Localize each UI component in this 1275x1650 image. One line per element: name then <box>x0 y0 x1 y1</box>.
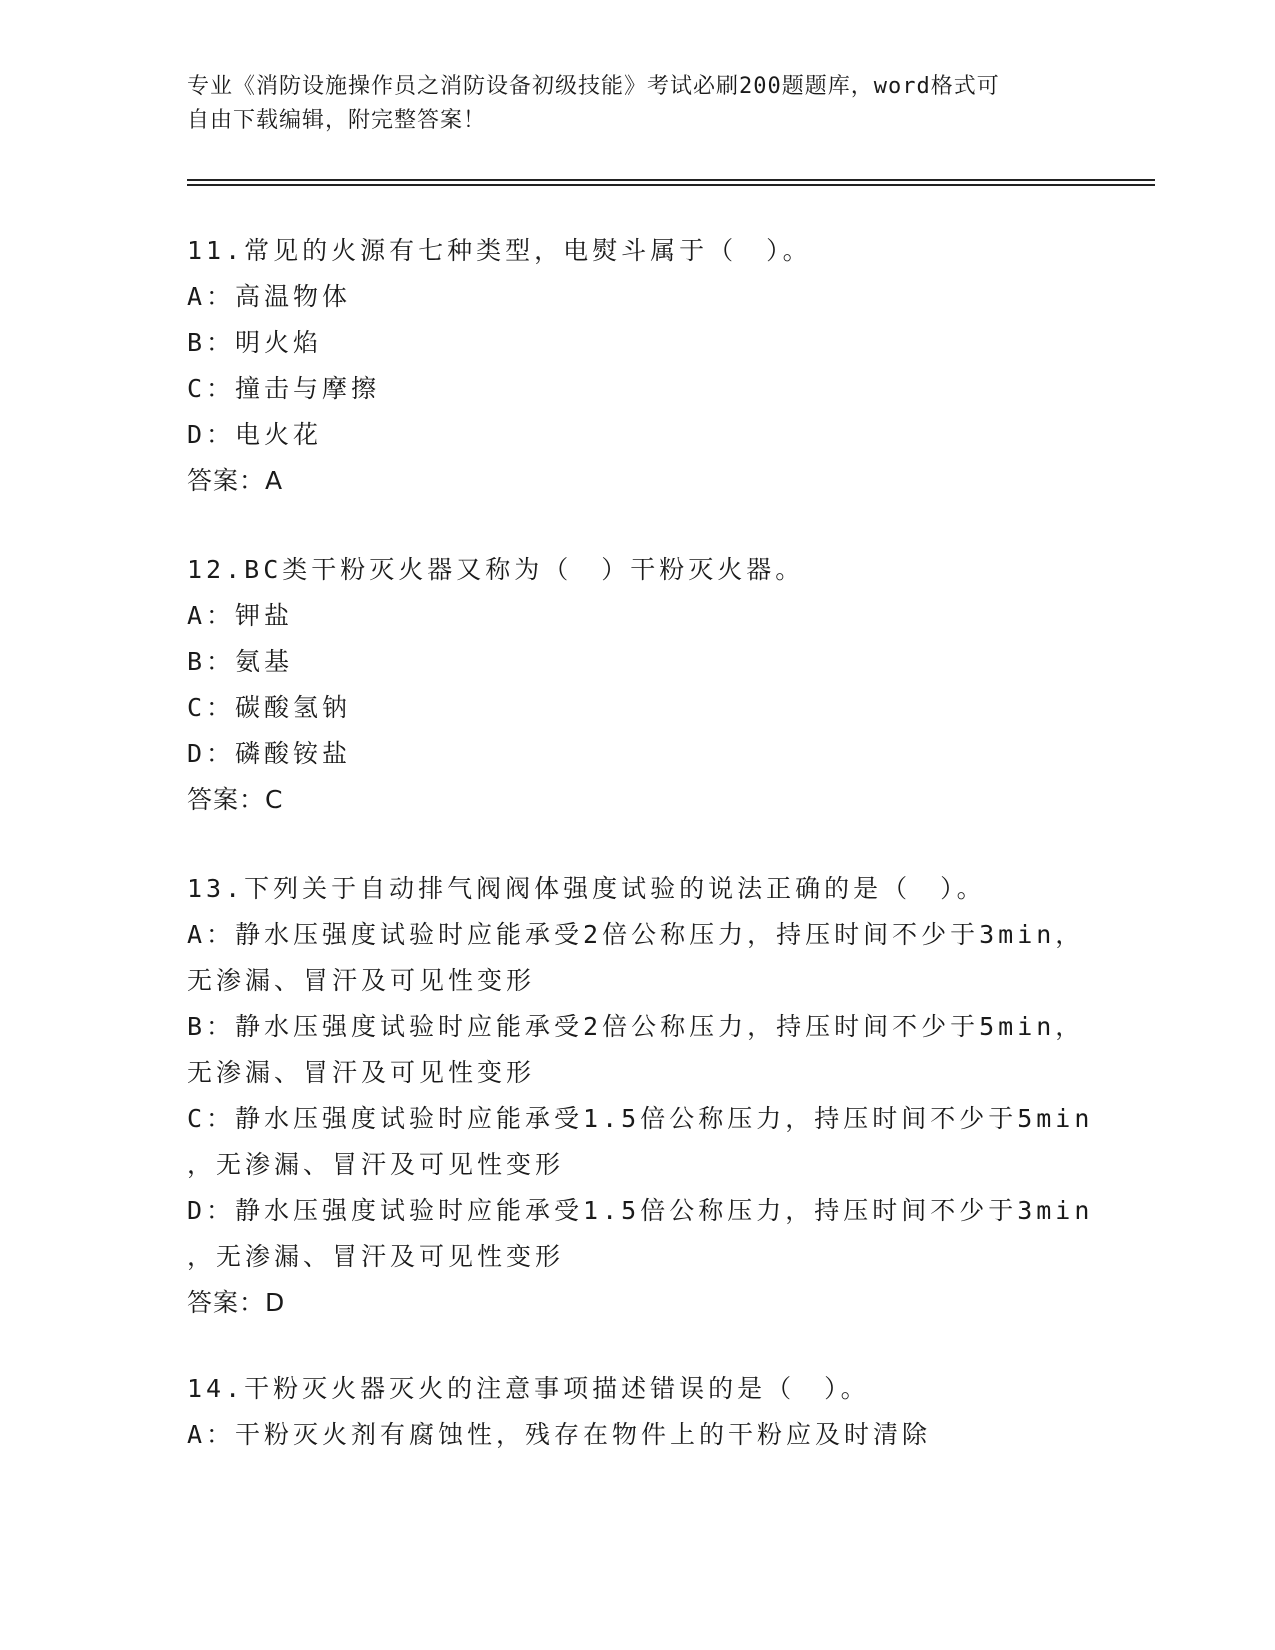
question-stem: 13.下列关于自动排气阀阀体强度试验的说法正确的是（ ）。 <box>187 874 986 903</box>
answer: 答案：C <box>187 785 284 814</box>
option-a: A：干粉灭火剂有腐蚀性，残存在物件上的干粉应及时清除 <box>187 1420 932 1449</box>
option-b: B：氨基 <box>187 647 294 676</box>
option-b-line-1: B：静水压强度试验时应能承受2倍公称压力，持压时间不少于5min， <box>187 1012 1085 1041</box>
question-stem: 11.常见的火源有七种类型，电熨斗属于（ ）。 <box>187 236 812 265</box>
header-divider-bottom <box>187 184 1155 186</box>
question-12 <box>187 547 1087 823</box>
option-a-line-1: A：静水压强度试验时应能承受2倍公称压力，持压时间不少于3min， <box>187 920 1085 949</box>
document-header <box>187 70 1067 138</box>
option-b: B：明火焰 <box>187 328 323 357</box>
option-b-line-2: 无渗漏、冒汗及可见性变形 <box>187 1058 536 1087</box>
answer: 答案：D <box>187 1288 286 1317</box>
option-d: D：电火花 <box>187 420 323 449</box>
header-divider-top <box>187 179 1155 181</box>
question-11 <box>187 228 1087 504</box>
option-c-line-1: C：静水压强度试验时应能承受1.5倍公称压力，持压时间不少于5min <box>187 1104 1094 1133</box>
question-14 <box>187 1366 1087 1458</box>
header-line-2: 自由下载编辑，附完整答案！ <box>187 108 487 133</box>
question-stem: 14.干粉灭火器灭火的注意事项描述错误的是（ ）。 <box>187 1374 870 1403</box>
question-13 <box>187 866 1094 1326</box>
question-stem: 12.BC类干粉灭火器又称为（ ）干粉灭火器。 <box>187 555 805 584</box>
option-d: D：磷酸铵盐 <box>187 739 352 768</box>
option-a: A：高温物体 <box>187 282 352 311</box>
option-c: C：撞击与摩擦 <box>187 374 381 403</box>
option-c: C：碳酸氢钠 <box>187 693 352 722</box>
answer: 答案：A <box>187 466 284 495</box>
header-line-1: 专业《消防设施操作员之消防设备初级技能》考试必刷200题题库，word格式可 <box>187 74 1000 99</box>
option-c-line-2: ，无渗漏、冒汗及可见性变形 <box>187 1150 565 1179</box>
option-a-line-2: 无渗漏、冒汗及可见性变形 <box>187 966 536 995</box>
option-a: A：钾盐 <box>187 601 294 630</box>
option-d-line-1: D：静水压强度试验时应能承受1.5倍公称压力，持压时间不少于3min <box>187 1196 1094 1225</box>
option-d-line-2: ，无渗漏、冒汗及可见性变形 <box>187 1242 565 1271</box>
